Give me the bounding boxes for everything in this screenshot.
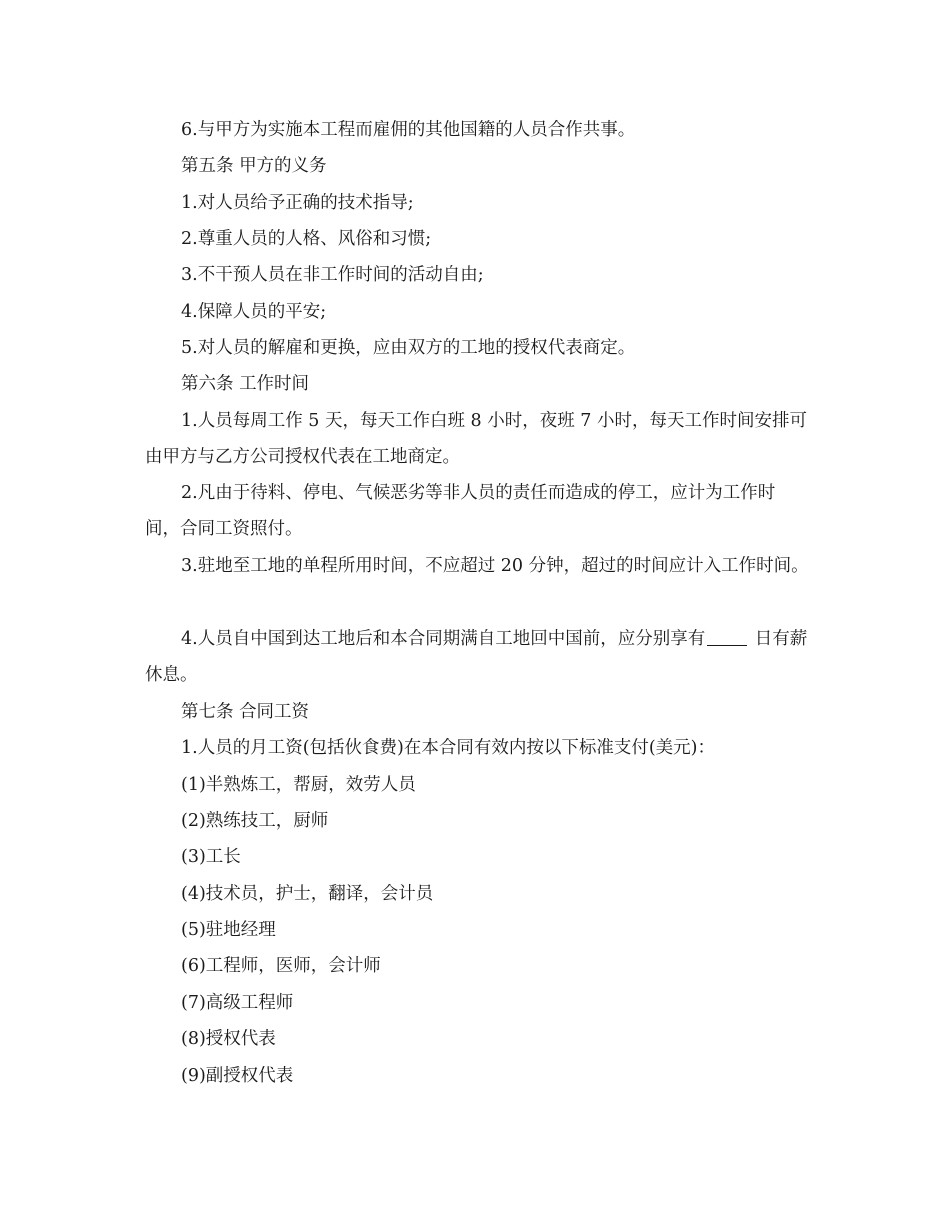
list-item: (5)驻地经理 — [181, 920, 276, 940]
paragraph: 1.人员的月工资(包括伙食费)在本合同有效内按以下标准支付(美元)： — [181, 738, 716, 758]
list-item: (9)副授权代表 — [181, 1066, 294, 1086]
paragraph-text: 4.人员自中国到达工地后和本合同期满自工地回中国前，应分别享有 — [181, 629, 706, 649]
list-item: (1)半熟炼工，帮厨，效劳人员 — [181, 775, 416, 795]
paragraph: 3.驻地至工地的单程所用时间，不应超过 20 分钟，超过的时间应计入工作时间。 — [181, 556, 809, 576]
list-item: (3)工长 — [181, 847, 241, 867]
list-item: (7)高级工程师 — [181, 993, 294, 1013]
paragraph: 5.对人员的解雇和更换，应由双方的工地的授权代表商定。 — [181, 338, 636, 358]
paragraph: 4.保障人员的平安; — [181, 302, 327, 322]
paragraph: 6.与甲方为实施本工程而雇佣的其他国籍的人员合作共事。 — [181, 120, 636, 140]
section-heading: 第五条 甲方的义务 — [181, 156, 327, 176]
list-item: (6)工程师，医师，会计师 — [181, 956, 381, 976]
fill-blank — [707, 627, 747, 646]
paragraph: 2.尊重人员的人格、风俗和习惯; — [181, 229, 432, 249]
paragraph: 3.不干预人员在非工作时间的活动自由; — [181, 265, 484, 285]
list-item: (4)技术员，护士，翻译，会计员 — [181, 884, 434, 904]
paragraph-text-tail: 日有薪休息。 — [145, 629, 808, 685]
section-heading: 第七条 合同工资 — [181, 702, 310, 722]
paragraph — [145, 621, 810, 693]
paragraph: 1.对人员给予正确的技术指导; — [181, 193, 414, 213]
paragraph: 2.凡由于待料、停电、气候恶劣等非人员的责任而造成的停工，应计为工作时间，合同工资照付。 — [145, 483, 776, 539]
paragraph: 1.人员每周工作 5 天，每天工作白班 8 小时，夜班 7 小时，每天工作时间安排可由甲方与乙方公司授权代表在工地商定。 — [145, 411, 807, 467]
list-item: (8)授权代表 — [181, 1029, 276, 1049]
list-item: (2)熟练技工，厨师 — [181, 811, 329, 831]
section-heading: 第六条 工作时间 — [181, 374, 310, 394]
